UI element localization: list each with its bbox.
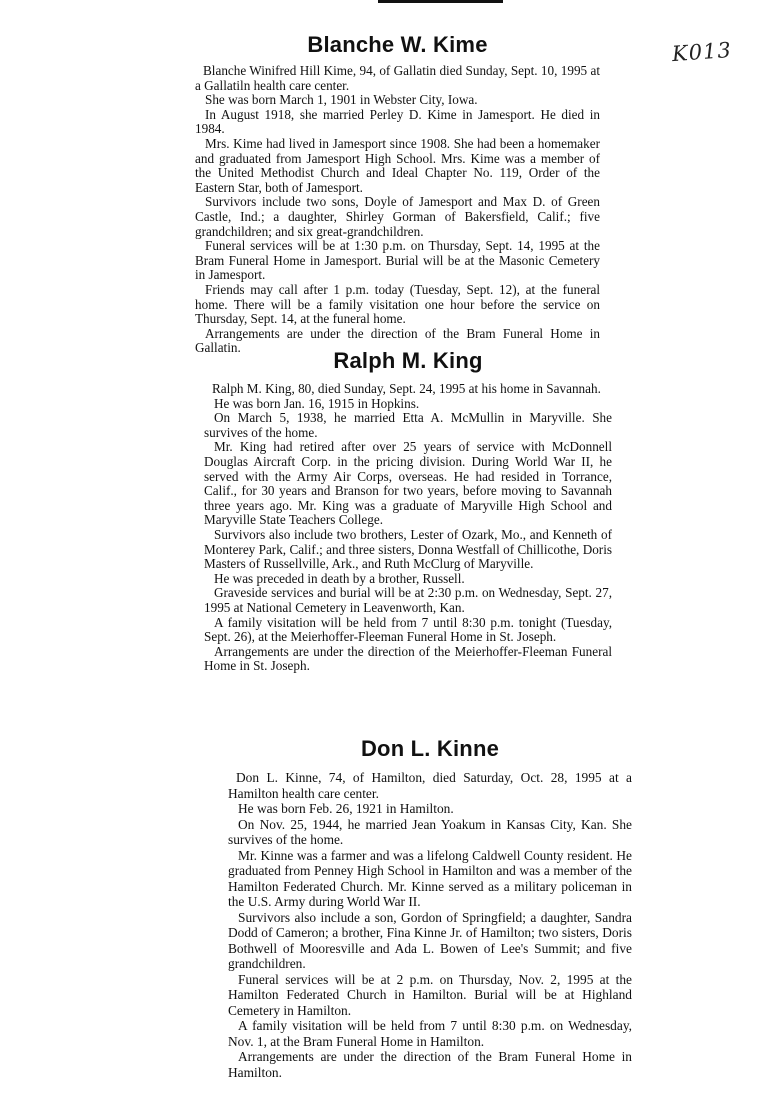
paragraph: Ralph M. King, 80, died Sunday, Sept. 24, 1995 at his home in Savannah. [212, 381, 601, 396]
paragraph: He was born Jan. 16, 1915 in Hopkins. [214, 395, 420, 411]
paragraph: Arrangements are under the direction of the Meierhoffer-Fleeman Funeral Home in St. Joseph. [204, 643, 612, 674]
obituary-name: Don L. Kinne [360, 736, 500, 761]
paragraph: Survivors also include a son, Gordon of Springfield; a daughter, Sandra Dodd of Cameron; a brother, Fina Kinne Jr. of Hamilton; two sisters, Doris Bothwell of Mooresville and Ada L. Bowen of Lee's Summit; and five grandchildren. [228, 909, 632, 971]
paragraph: Funeral services will be at 1:30 p.m. on Thursday, Sept. 14, 1995 at the Bram Funeral Home in Jamesport. Burial will be at the Masonic Cemetery in Jamesport. [195, 238, 600, 283]
obituary-name: Ralph M. King [333, 348, 483, 373]
paragraph: She was born March 1, 1901 in Webster City, Iowa. [205, 92, 478, 108]
obituary-body [195, 64, 600, 356]
paragraph: Friends may call after 1 p.m. today (Tuesday, Sept. 12), at the funeral home. There will be a family visitation one hour before the service on Thursday, Sept. 14, at the funeral home. [195, 281, 600, 327]
obituary-ralph-king [204, 348, 612, 674]
paragraph: Mr. Kinne was a farmer and was a lifelong Caldwell County resident. He graduated from Penney High School in Hamilton and was a member of the Hamilton Federated Church. Mr. Kinne served as a military policeman in the U.S. Army during World War II. [228, 847, 632, 909]
paragraph: Funeral services will be at 2 p.m. on Thursday, Nov. 2, 1995 at the Hamilton Federated Church in Hamilton. Burial will be at Highland Cemetery in Hamilton. [228, 971, 632, 1018]
paragraph: In August 1918, she married Perley D. Kime in Jamesport. He died in 1984. [195, 106, 600, 137]
scan-edge-bar [378, 0, 503, 3]
paragraph: Survivors include two sons, Doyle of Jamesport and Max D. of Green Castle, Ind.; a daughter, Shirley Gorman of Bakersfield, Calif.; five grandchildren; and six great-grandchildren. [195, 194, 600, 239]
paragraph: A family visitation will be held from 7 until 8:30 p.m. on Wednesday, Nov. 1, at the Bram Funeral Home in Hamilton. [228, 1018, 632, 1049]
paragraph: Survivors also include two brothers, Lester of Ozark, Mo., and Kenneth of Monterey Park, Calif.; and three sisters, Donna Westfall of Chillicothe, Doris Masters of Russellville, Ark., and Ruth McClurg of Maryville. [204, 526, 612, 572]
obituary-body [204, 382, 612, 674]
paragraph: Arrangements are under the direction of the Bram Funeral Home in Hamilton. [228, 1049, 632, 1080]
paragraph: Blanche Winifred Hill Kime, 94, of Gallatin died Sunday, Sept. 10, 1995 at a Gallatiln health care center. [195, 63, 600, 93]
paragraph: Mr. King had retired after over 25 years of service with McDonnell Douglas Aircraft Corp. in the pricing division. During World War II, he served with the Army Air Corps, overseas. He had resided in Torrance, Calif., for 30 years and Branson for two years, before moving to Savannah three years ago. Mr. King was a graduate of Maryville High School and Maryville State Teachers College. [204, 439, 612, 528]
obituary-don-kinne [228, 736, 632, 1080]
paragraph: He was preceded in death by a brother, Russell. [214, 570, 465, 586]
obituary-name: Blanche W. Kime [307, 32, 488, 57]
paragraph: Mrs. Kime had lived in Jamesport since 1908. She had been a homemaker and graduated from Jamesport High School. Mrs. Kime was a member of the United Methodist Church and Ideal Chapter No. 119, Order of the Eastern Star, both of Jamesport. [195, 135, 600, 195]
obituary-body [228, 770, 632, 1080]
handwritten-page-marker: K013 [671, 37, 733, 67]
paragraph: He was born Feb. 26, 1921 in Hamilton. [238, 801, 454, 816]
paragraph: Arrangements are under the direction of the Bram Funeral Home in Gallatin. [195, 325, 600, 356]
paragraph: Graveside services and burial will be at 2:30 p.m. on Wednesday, Sept. 27, 1995 at National Cemetery in Leavenworth, Kan. [204, 585, 612, 615]
paragraph: A family visitation will be held from 7 until 8:30 p.m. tonight (Tuesday, Sept. 26), at the Meierhoffer-Fleeman Funeral Home in St. Joseph. [204, 614, 612, 645]
obituary-blanche-kime [195, 32, 600, 356]
paragraph: Don L. Kinne, 74, of Hamilton, died Saturday, Oct. 28, 1995 at a Hamilton health care center. [228, 770, 632, 801]
paragraph: On March 5, 1938, he married Etta A. McMullin in Maryville. She survives of the home. [204, 410, 612, 440]
paragraph: On Nov. 25, 1944, he married Jean Yoakum in Kansas City, Kan. She survives of the home. [228, 816, 632, 847]
